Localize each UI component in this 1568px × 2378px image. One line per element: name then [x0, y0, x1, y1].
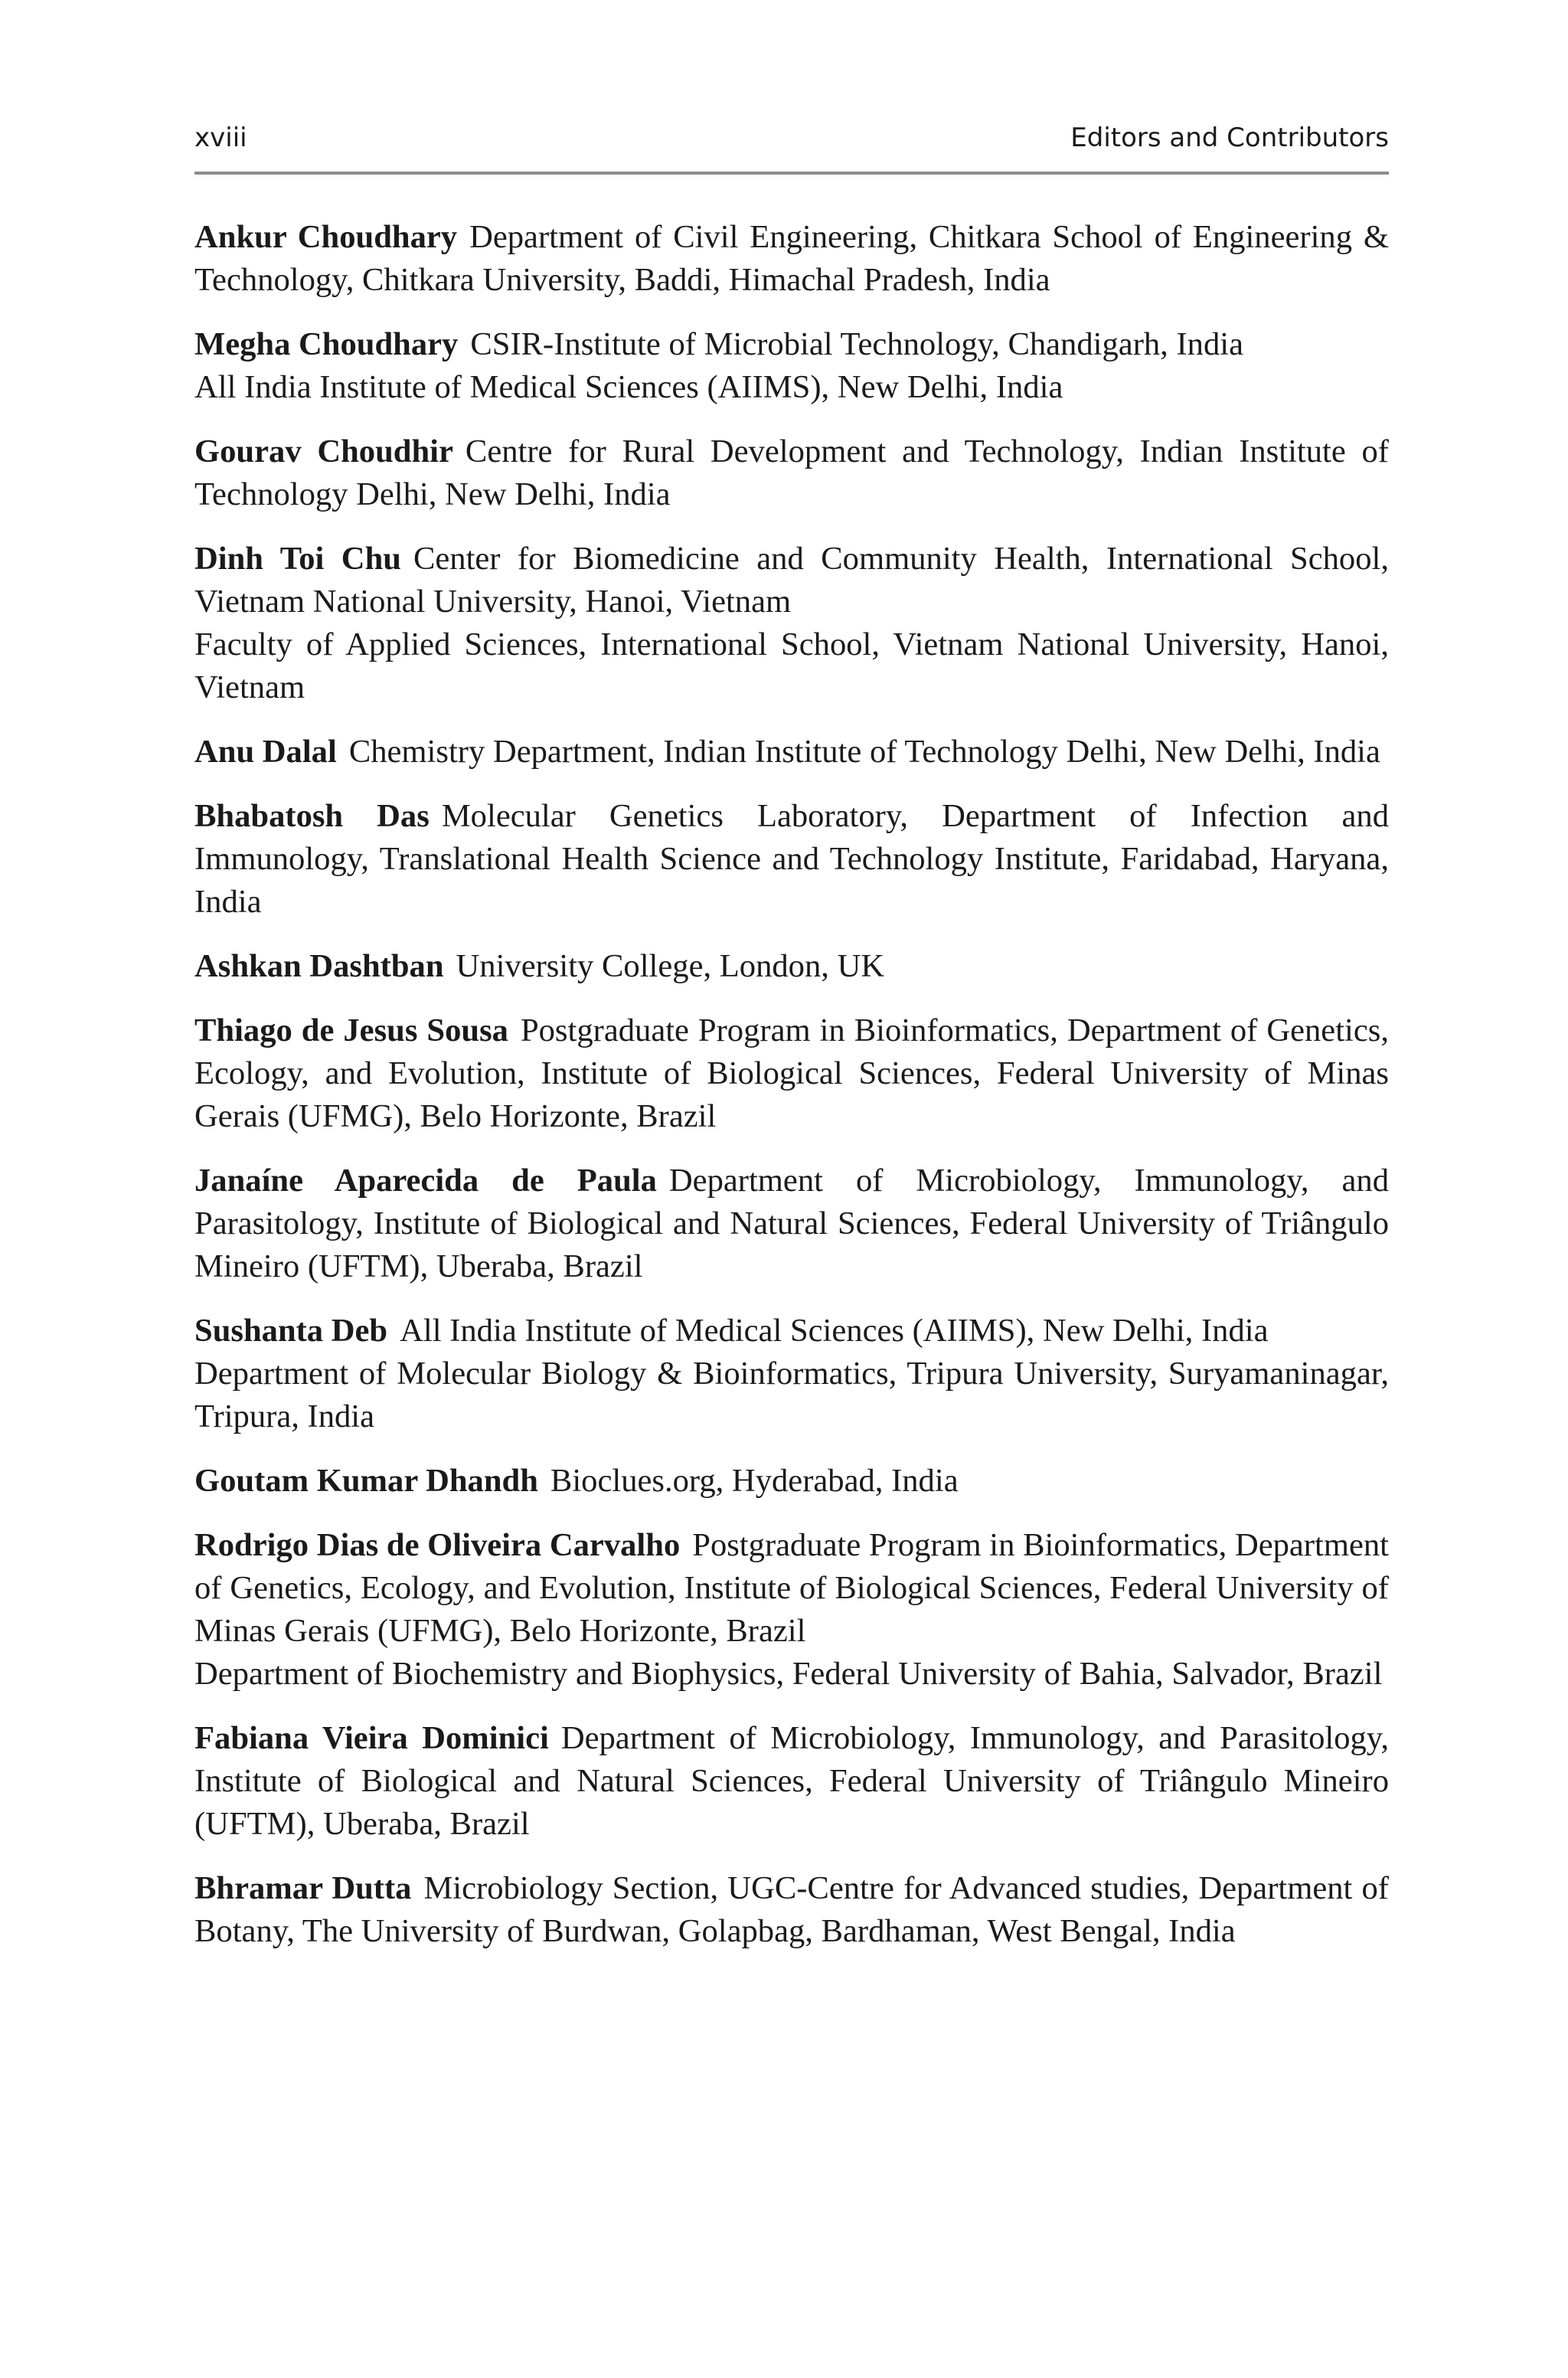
contributor-name: Rodrigo Dias de Oliveira Carvalho [194, 1527, 681, 1563]
contributor-name: Janaíne Aparecida de Paula [194, 1163, 657, 1199]
affiliation-paragraph [194, 1310, 1389, 1353]
contributor-name: Megha Choudhary [194, 326, 459, 362]
contributor-list [194, 216, 1389, 1974]
contributor-entry [194, 1524, 1389, 1696]
affiliation-text: Microbiology Section, UGC-Centre for Advanced studies, Department of Botany, The University of Burdwan, Golapbag, Bardhaman, West Bengal, India [194, 1870, 1389, 1949]
contributor-entry [194, 1460, 1389, 1503]
affiliation-text: Chemistry Department, Indian Institute of Technology Delhi, New Delhi, India [348, 734, 1380, 770]
affiliation-paragraph [194, 538, 1389, 623]
affiliation-paragraph [194, 216, 1389, 302]
affiliation-paragraph [194, 323, 1389, 366]
affiliation-text: All India Institute of Medical Sciences (AIIMS), New Delhi, India [194, 369, 1063, 405]
affiliation-paragraph [194, 366, 1389, 409]
affiliation-text: Postgraduate Program in Bioinformatics, Department of Genetics, Ecology, and Evolution, Institute of Biological Sciences, Federal University of Minas Gerais (UFMG), Belo Horizonte, Brazil [194, 1527, 1389, 1649]
affiliation-paragraph [194, 731, 1389, 774]
contributor-entry [194, 538, 1389, 709]
affiliation-text: All India Institute of Medical Sciences (AIIMS), New Delhi, India [400, 1313, 1269, 1349]
contributor-name: Bhramar Dutta [194, 1870, 412, 1906]
affiliation-text: CSIR-Institute of Microbial Technology, Chandigarh, India [470, 326, 1243, 362]
affiliation-text: Department of Molecular Biology & Bioinformatics, Tripura University, Suryamaninagar, Tripura, India [194, 1356, 1389, 1434]
affiliation-text: Postgraduate Program in Bioinformatics, Department of Genetics, Ecology, and Evolution, Institute of Biological Sciences, Federal University of Minas Gerais (UFMG), Belo Horizonte, Brazil [194, 1012, 1389, 1134]
affiliation-paragraph [194, 795, 1389, 924]
affiliation-paragraph [194, 1717, 1389, 1846]
affiliation-paragraph [194, 623, 1389, 709]
contributor-name: Dinh Toi Chu [194, 541, 401, 577]
contributor-entry [194, 795, 1389, 924]
contributor-name: Goutam Kumar Dhandh [194, 1463, 538, 1499]
contributor-name: Thiago de Jesus Sousa [194, 1012, 508, 1048]
contributor-name: Ankur Choudhary [194, 219, 458, 255]
contributor-entry [194, 1009, 1389, 1138]
contributor-entry [194, 731, 1389, 774]
contributor-entry [194, 1717, 1389, 1846]
contributor-entry [194, 216, 1389, 302]
affiliation-paragraph [194, 1353, 1389, 1438]
affiliation-text: University College, London, UK [456, 948, 885, 984]
contributor-entry [194, 323, 1389, 409]
affiliation-text: Center for Biomedicine and Community Health, International School, Vietnam National University, Hanoi, Vietnam [194, 541, 1390, 620]
affiliation-paragraph [194, 1867, 1389, 1953]
contributor-entry [194, 1310, 1389, 1438]
contributor-name: Ashkan Dashtban [194, 948, 444, 984]
affiliation-text: Faculty of Applied Sciences, International School, Vietnam National University, Hanoi, Vietnam [194, 626, 1389, 705]
affiliation-paragraph [194, 1653, 1389, 1696]
affiliation-paragraph [194, 430, 1389, 516]
contributor-name: Anu Dalal [194, 734, 337, 770]
affiliation-text: Department of Microbiology, Immunology, and Parasitology, Institute of Biological and Natural Sciences, Federal University of Triângulo Mineiro (UFTM), Uberaba, Brazil [194, 1163, 1390, 1284]
contributor-entry [194, 945, 1389, 988]
affiliation-text: Department of Microbiology, Immunology, and Parasitology, Institute of Biological and Natural Sciences, Federal University of Triângulo Mineiro (UFTM), Uberaba, Brazil [194, 1720, 1389, 1842]
contributor-name: Bhabatosh Das [194, 798, 430, 834]
affiliation-text: Bioclues.org, Hyderabad, India [550, 1463, 959, 1499]
contributor-entry [194, 1867, 1389, 1953]
affiliation-paragraph [194, 945, 1389, 988]
affiliation-paragraph [194, 1460, 1389, 1503]
header-rule [194, 172, 1389, 175]
contributor-name: Gourav Choudhir [194, 433, 453, 469]
running-head [194, 123, 1389, 161]
page-number: xviii [194, 123, 247, 153]
affiliation-paragraph [194, 1009, 1389, 1138]
affiliation-paragraph [194, 1160, 1389, 1288]
contributor-name: Fabiana Vieira Dominici [194, 1720, 549, 1756]
affiliation-text: Department of Civil Engineering, Chitkara School of Engineering & Technology, Chitkara University, Baddi, Himachal Pradesh, India [194, 219, 1389, 298]
affiliation-text: Department of Biochemistry and Biophysics, Federal University of Bahia, Salvador, Brazil [194, 1656, 1383, 1692]
contributor-name: Sushanta Deb [194, 1313, 388, 1349]
contributor-entry [194, 1160, 1389, 1288]
section-title: Editors and Contributors [1070, 123, 1389, 153]
affiliation-text: Molecular Genetics Laboratory, Department of Infection and Immunology, Translational Health Science and Technology Institute, Faridabad, Haryana, India [194, 798, 1389, 920]
affiliation-text: Centre for Rural Development and Technology, Indian Institute of Technology Delhi, New Delhi, India [194, 433, 1389, 512]
contributor-entry [194, 430, 1389, 516]
affiliation-paragraph [194, 1524, 1389, 1653]
